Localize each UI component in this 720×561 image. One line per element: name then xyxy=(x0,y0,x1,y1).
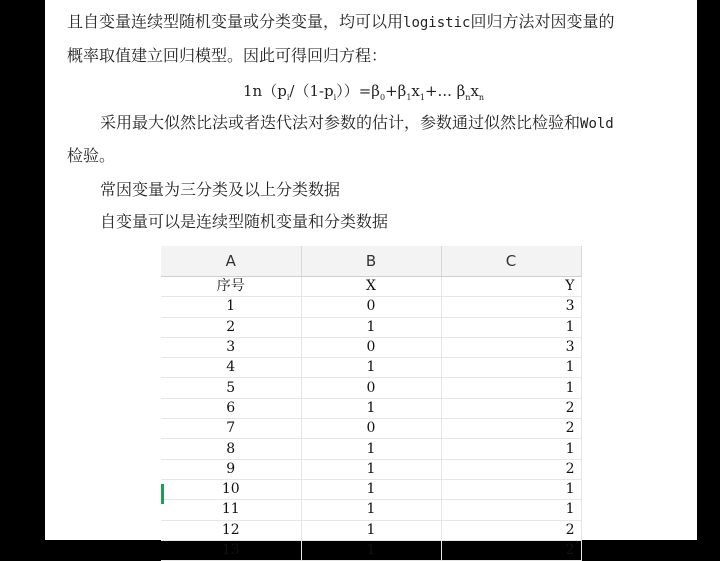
data-table xyxy=(161,246,582,561)
table-cell: 13 xyxy=(161,540,301,560)
table-row xyxy=(161,540,581,560)
paragraph-line-4: 检验。 xyxy=(67,146,116,165)
spreadsheet-image xyxy=(161,246,575,558)
paragraph-line-2: 概率取值建立回归模型。因此可得回归方程： xyxy=(67,46,388,65)
formula-part: （p xyxy=(262,82,287,100)
table-cell: 3 xyxy=(441,297,581,317)
table-cell: 1 xyxy=(441,439,581,459)
table-cell: 2 xyxy=(161,317,301,337)
table-cell: 9 xyxy=(161,459,301,479)
formula-part: +... β xyxy=(424,82,466,100)
formula-part: +β xyxy=(385,82,407,100)
table-cell: 1 xyxy=(441,500,581,520)
table-cell: 8 xyxy=(161,439,301,459)
paragraph-line-6: 自变量可以是连续型随机变量和分类数据 xyxy=(100,212,389,231)
table-cell: 1 xyxy=(301,439,441,459)
table-cell: 1 xyxy=(441,317,581,337)
formula-part: x xyxy=(411,82,420,100)
table-row xyxy=(161,479,581,499)
table-cell: 1 xyxy=(301,459,441,479)
table-header-row xyxy=(161,277,581,297)
table-row xyxy=(161,419,581,439)
table-cell: 3 xyxy=(161,337,301,357)
table-cell: 5 xyxy=(161,378,301,398)
column-header-row xyxy=(161,246,581,277)
table-cell: 1 xyxy=(161,297,301,317)
formula-sub: 1 xyxy=(406,93,412,102)
table-cell: 2 xyxy=(441,398,581,418)
formula-part: x xyxy=(470,82,479,100)
table-cell: 1 xyxy=(301,398,441,418)
table-cell: 1 xyxy=(441,358,581,378)
document-page xyxy=(45,0,697,558)
text-segment: 回归方法对因变量的 xyxy=(470,12,615,31)
formula-sub: n xyxy=(478,93,485,102)
table-row xyxy=(161,337,581,357)
formula-sub: i xyxy=(286,93,290,102)
table-cell: 0 xyxy=(301,378,441,398)
formula-sub: 0 xyxy=(379,93,386,102)
column-header-b: B xyxy=(301,246,441,277)
table-row xyxy=(161,317,581,337)
formula-sub: 1 xyxy=(419,93,425,102)
column-header-c: C xyxy=(441,246,581,277)
table-row xyxy=(161,520,581,540)
table-cell: 4 xyxy=(161,358,301,378)
column-header-a: A xyxy=(161,246,301,277)
row-selection-indicator xyxy=(161,484,164,504)
regression-formula xyxy=(243,80,484,102)
table-cell: 2 xyxy=(441,459,581,479)
table-cell: 12 xyxy=(161,520,301,540)
logistic-term: logistic xyxy=(403,15,471,31)
formula-sub: i xyxy=(333,93,337,102)
table-row xyxy=(161,398,581,418)
formula-ln: 1n xyxy=(243,82,263,100)
paragraph-line-5: 常因变量为三分类及以上分类数据 xyxy=(100,180,341,199)
formula-part: /（1-p xyxy=(289,82,334,100)
table-row xyxy=(161,439,581,459)
table-cell: 1 xyxy=(301,500,441,520)
table-row xyxy=(161,500,581,520)
paragraph-line-3 xyxy=(100,113,614,134)
table-cell: 6 xyxy=(161,398,301,418)
table-row xyxy=(161,459,581,479)
table-cell: 2 xyxy=(441,540,581,560)
table-cell: 1 xyxy=(301,479,441,499)
table-cell: 1 xyxy=(441,378,581,398)
table-cell: 1 xyxy=(301,358,441,378)
table-cell: 1 xyxy=(301,317,441,337)
table-cell: 10 xyxy=(161,479,301,499)
formula-sub: n xyxy=(465,93,471,102)
table-cell: 7 xyxy=(161,419,301,439)
table-cell: 0 xyxy=(301,297,441,317)
table-cell: 2 xyxy=(441,419,581,439)
table-cell: 3 xyxy=(441,337,581,357)
table-cell: 11 xyxy=(161,500,301,520)
wold-term: Wold xyxy=(580,116,614,132)
table-cell: 1 xyxy=(301,520,441,540)
table-cell: 0 xyxy=(301,337,441,357)
table-row xyxy=(161,358,581,378)
text-segment: 且自变量连续型随机变量或分类变量，均可以用 xyxy=(67,12,404,31)
table-row xyxy=(161,297,581,317)
table-row xyxy=(161,378,581,398)
paragraph-line-1 xyxy=(67,12,614,33)
text-segment: 采用最大似然比法或者迭代法对参数的估计，参数通过似然比检验和 xyxy=(100,113,581,132)
table-cell: 1 xyxy=(441,479,581,499)
header-cell: Y xyxy=(441,277,581,297)
header-cell: 序号 xyxy=(161,277,301,297)
table-cell: 0 xyxy=(301,419,441,439)
table-cell: 1 xyxy=(301,540,441,560)
formula-part: ））=β xyxy=(336,82,380,100)
table-cell: 2 xyxy=(441,520,581,540)
header-cell: X xyxy=(301,277,441,297)
